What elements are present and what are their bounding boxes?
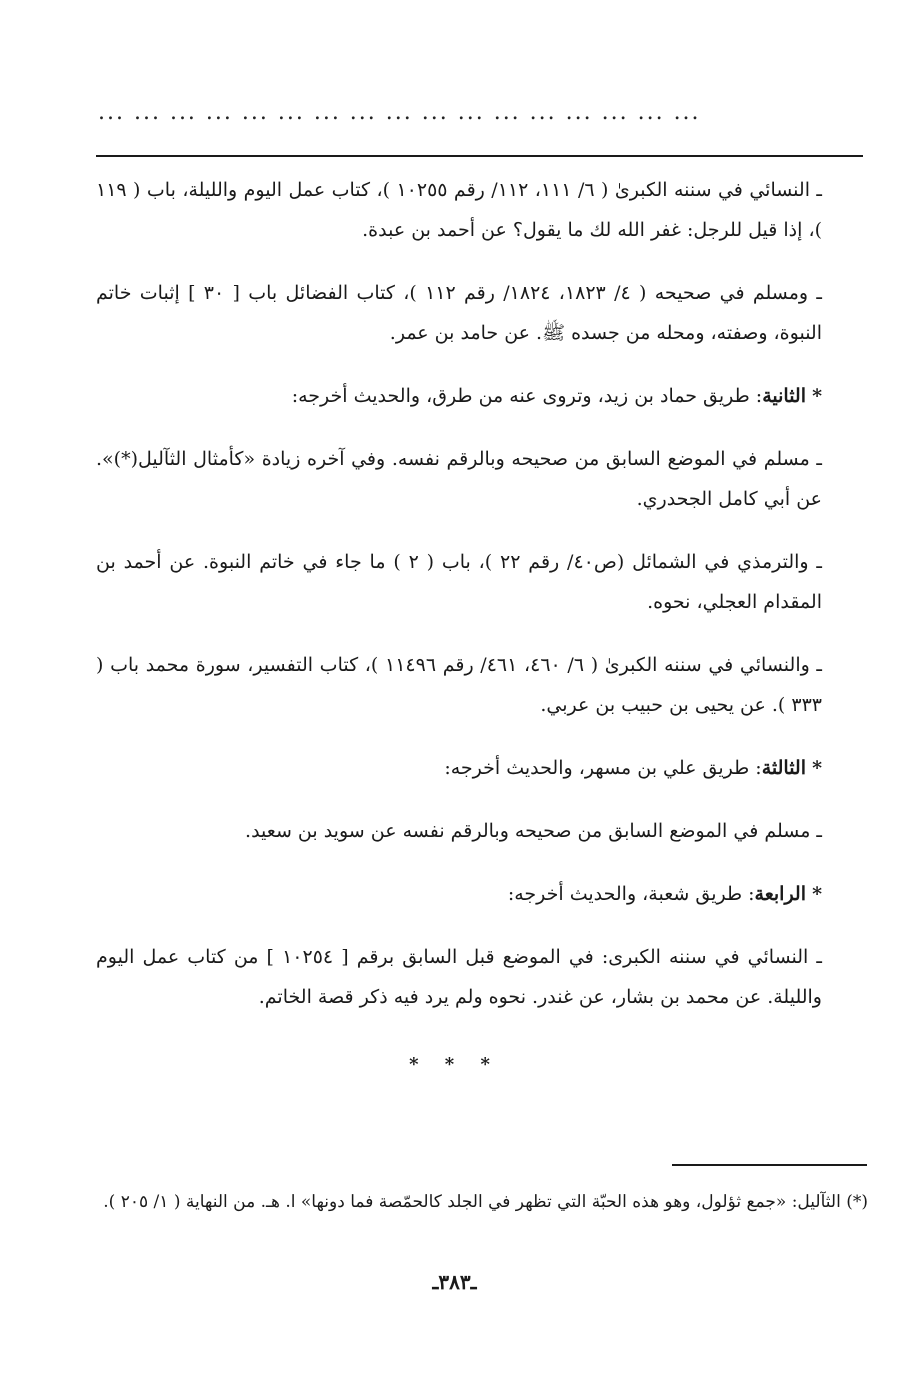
paragraph-muslim-same-place: ـ مسلم في الموضع السابق من صحيحه وبالرقم نفسه. وفي آخره زيادة «كأمثال الثآليل(*)». عن أبي كامل الجحدري. — [96, 448, 822, 510]
asterisk-marker: * — [812, 883, 822, 905]
paragraph-text: : طريق شعبة، والحديث أخرجه: — [507, 883, 755, 905]
paragraph-nasai-kubra: ـ النسائي في سننه الكبرىٰ ( ٦/ ١١١، ١١٢/ رقم ١٠٢٥٥ )، كتاب عمل اليوم والليلة، باب ( ١١٩ )، إذا قيل للرجل: غفر الله لك ما يقول؟ عن أحمد بن عبدة. — [96, 179, 822, 241]
paragraph-text: : طريق علي بن مسهر، والحديث أخرجه: — [444, 757, 762, 779]
paragraph-fourth-path — [96, 874, 866, 914]
paragraph-nasai-tafsir: ـ والنسائي في سننه الكبرىٰ ( ٦/ ٤٦٠، ٤٦١/ رقم ١١٤٩٦ )، كتاب التفسير، سورة محمد باب ( ٣٣٣ ). عن يحيى بن حبيب بن عربي. — [96, 654, 822, 716]
section-separator: * * * — [409, 1054, 500, 1075]
asterisk-marker: * — [812, 757, 822, 779]
paragraph-muslim-sahih: ـ ومسلم في صحيحه ( ٤/ ١٨٢٣، ١٨٢٤/ رقم ١١٢ )، كتاب الفضائل باب [ ٣٠ ] إثبات خاتم النبوة، وصفته، ومحله من جسده ﷺ. عن حامد بن عمر. — [96, 282, 822, 344]
asterisk-marker: * — [812, 385, 822, 407]
paragraph-second-path — [96, 376, 866, 416]
paragraph-nasai-previous: ـ النسائي في سننه الكبرى: في الموضع قبل السابق برقم [ ١٠٢٥٤ ] من كتاب عمل اليوم والليلة. عن محمد بن بشار، عن غندر. نحوه ولم يرد فيه ذكر قصة الخاتم. — [96, 946, 822, 1008]
paragraph-text: : طريق حماد بن زيد، وتروى عنه من طرق، والحديث أخرجه: — [291, 385, 763, 407]
heading-second: الثانية — [762, 385, 807, 407]
heading-third: الثالثة — [761, 757, 807, 779]
continuation-ellipsis: ... ... ... ... ... ... ... ... ... ... ... ... ... ... ... ... ... — [98, 100, 701, 125]
footnote-rule — [672, 1164, 867, 1166]
paragraph-third-path — [96, 748, 866, 788]
paragraph-tirmidhi-shamail: ـ والترمذي في الشمائل (ص٤٠/ رقم ٢٢ )، باب ( ٢ ) ما جاء في خاتم النبوة. عن أحمد بن المقدام العجلي، نحوه. — [96, 551, 822, 613]
heading-fourth: الرابعة — [754, 883, 807, 905]
main-text — [96, 170, 866, 1040]
paragraph-muslim-suwaid: ـ مسلم في الموضع السابق من صحيحه وبالرقم نفسه عن سويد بن سعيد. — [245, 820, 822, 842]
page-number: ـ٣٨٣ـ — [432, 1270, 477, 1294]
top-rule — [96, 155, 863, 157]
footnote: (*) الثآليل: «جمع ثؤلول، وهو هذه الحبّة التي تظهر في الجلد كالحمّصة فما دونها» ا. هـ. من النهاية ( ١/ ٢٠٥ ). — [103, 1192, 868, 1212]
